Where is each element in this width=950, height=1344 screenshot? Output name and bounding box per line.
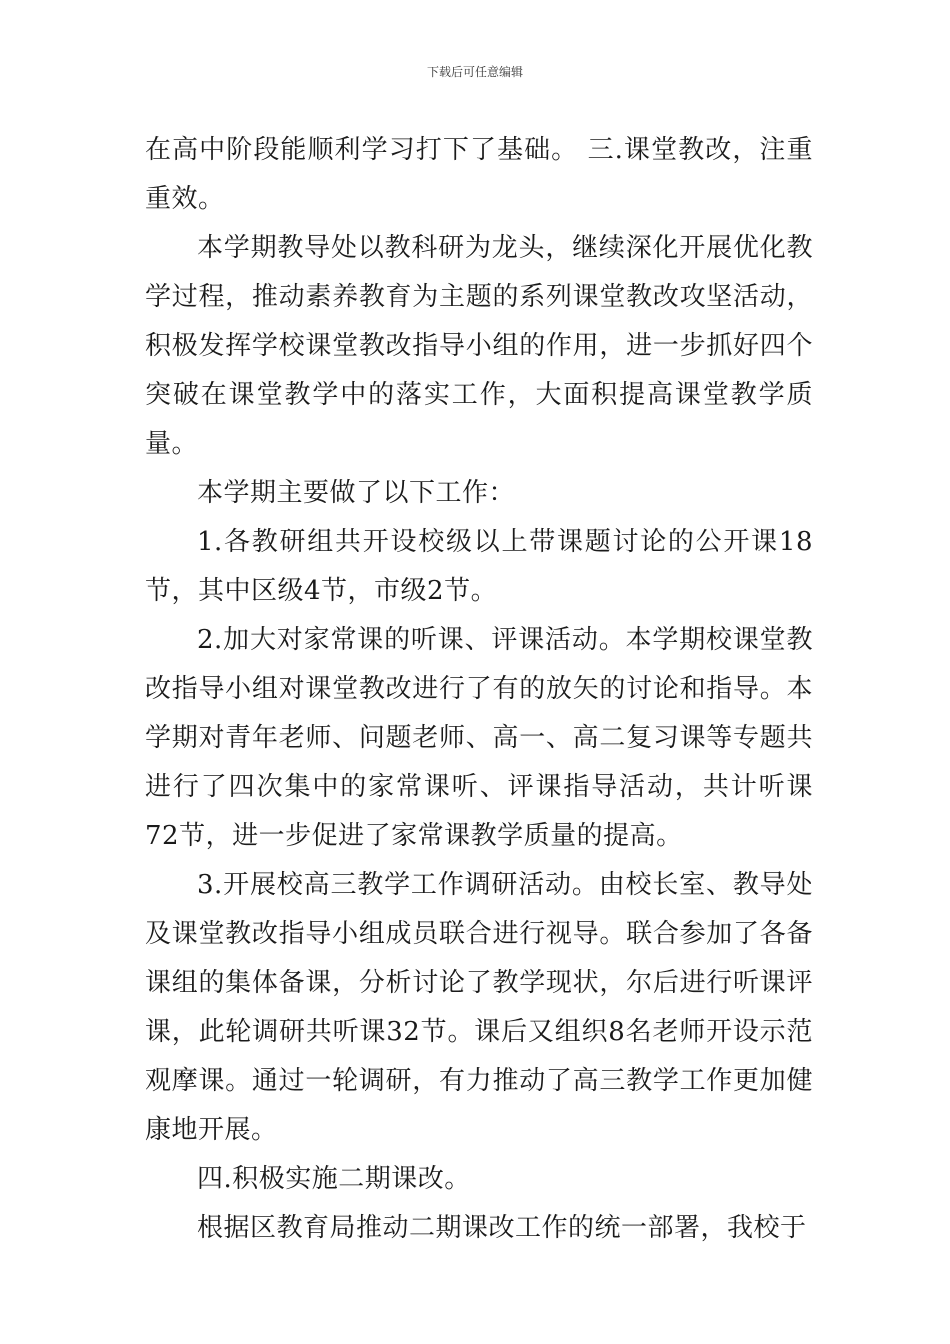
paragraph-3: 本学期主要做了以下工作：	[197, 478, 516, 508]
document-body	[145, 126, 813, 1253]
paragraph-7: 四.积极实施二期课改。	[197, 1164, 471, 1194]
paragraph-2: 本学期教导处以教科研为龙头，继续深化开展优化教学过程，推动素养教育为主题的系列课堂教改攻坚活动，积极发挥学校课堂教改指导小组的作用，进一步抓好四个突破在课堂教学中的落实工作，大面积提高课堂教学质量。	[145, 233, 813, 459]
page-header: 下载后可任意编辑	[426, 65, 523, 79]
paragraph-4: 1.各教研组共开设校级以上带课题讨论的公开课18节，其中区级4节，市级2节。	[145, 527, 813, 606]
paragraph-8: 根据区教育局推动二期课改工作的统一部署，我校于	[197, 1213, 807, 1243]
paragraph-6: 3.开展校高三教学工作调研活动。由校长室、教导处及课堂教改指导小组成员联合进行视导。联合参加了各备课组的集体备课，分析讨论了教学现状，尔后进行听课评课，此轮调研共听课32节。课后又组织8名老师开设示范观摩课。通过一轮调研，有力推动了高三教学工作更加健康地开展。	[145, 870, 813, 1145]
paragraph-1: 在高中阶段能顺利学习打下了基础。 三.课堂教改，注重重效。	[145, 135, 813, 214]
paragraph-5: 2.加大对家常课的听课、评课活动。本学期校课堂教改指导小组对课堂教改进行了有的放矢的讨论和指导。本学期对青年老师、问题老师、高一、高二复习课等专题共进行了四次集中的家常课听、评课指导活动，共计听课72节，进一步促进了家常课教学质量的提高。	[145, 625, 813, 851]
